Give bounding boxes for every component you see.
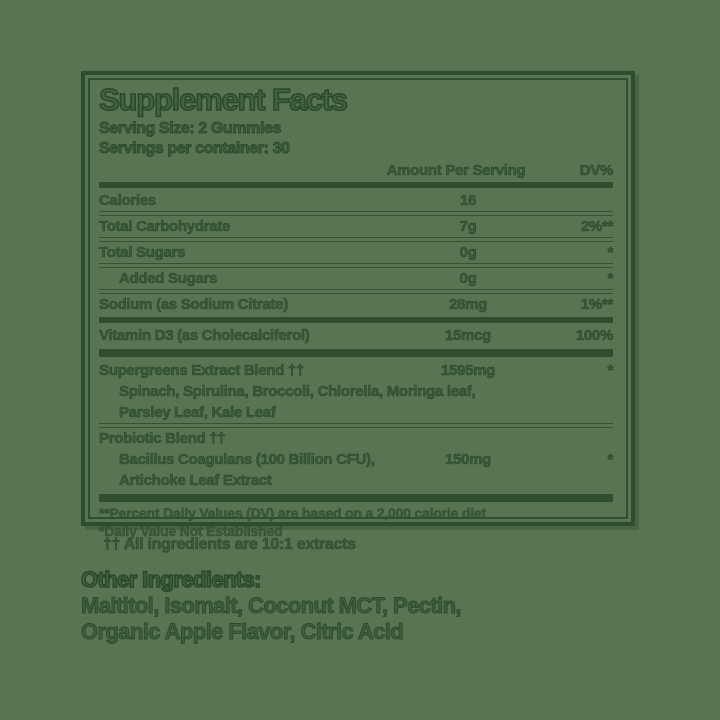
- panel-title: Supplement Facts: [99, 82, 347, 117]
- blend-ingredients-text: Parsley Leaf, Kale Leaf: [119, 404, 276, 421]
- daily-value-not-established-footnote: *Daily Value Not Established: [99, 523, 283, 539]
- daily-value-footnote: **Percent Daily Values (DV) are based on a 2,000 calorie diet: [99, 505, 486, 521]
- nutrient-dv: 2%**: [580, 218, 613, 235]
- supplement-facts-panel: [81, 71, 635, 539]
- nutrient-dv: *: [607, 362, 613, 379]
- nutrient-row-total-carbohydrate: [99, 216, 613, 237]
- supplement-facts-panel-inner: [88, 78, 628, 539]
- nutrient-amount: 28mg: [449, 296, 487, 313]
- nutrient-dv: [538, 191, 613, 210]
- nutrient-row-sodium: [99, 294, 613, 315]
- footer-separator-bar: [99, 494, 613, 502]
- other-ingredients-heading: Other Ingredients:: [81, 567, 261, 592]
- header-separator-bar: [99, 182, 613, 188]
- nutrient-amount: 7g: [459, 218, 477, 235]
- blend-ingredients-line: [99, 470, 613, 491]
- nutrient-name: Total Sugars: [99, 244, 186, 261]
- blend-ingredients-line: [99, 449, 613, 470]
- nutrient-dv: 100%: [575, 327, 613, 344]
- nutrient-name: Vitamin D3 (as Cholecalciferol): [99, 327, 310, 344]
- nutrient-name: Calories: [99, 192, 156, 209]
- nutrient-dv: [538, 403, 613, 422]
- nutrient-amount: 16: [459, 192, 477, 209]
- other-ingredients-line: Maltitol, Isomalt, Coconut MCT, Pectin,: [81, 593, 461, 618]
- nutrient-row-total-sugars: [99, 242, 613, 263]
- nutrient-amount: 0g: [459, 270, 477, 287]
- nutrient-row-probiotic-blend: [99, 428, 613, 449]
- blend-ingredients-text: Artichoke Leaf Extract: [119, 472, 272, 489]
- nutrient-amount: 150mg: [444, 451, 492, 468]
- blend-ingredients-text: Bacillus Coagulans (100 Billion CFU),: [119, 451, 375, 468]
- nutrient-dv: 1%**: [580, 296, 613, 313]
- section-separator-bar: [99, 349, 613, 357]
- nutrient-row-calories: [99, 190, 613, 211]
- blend-ingredients-line: [99, 381, 613, 402]
- serving-size-text: Serving Size: 2 Gummies: [99, 120, 281, 137]
- nutrient-amount: [398, 471, 538, 490]
- nutrient-name: Supergreens Extract Blend ††: [99, 362, 305, 379]
- nutrient-dv: *: [607, 270, 613, 287]
- extracts-note: †† All ingredients are 10:1 extracts: [103, 536, 356, 553]
- nutrient-amount: [398, 403, 538, 422]
- other-ingredients-section: [81, 566, 461, 645]
- nutrient-dv: [538, 471, 613, 490]
- nutrient-dv: *: [607, 451, 613, 468]
- nutrient-amount: 1595mg: [440, 362, 496, 379]
- nutrient-name: Total Carbohydrate: [99, 218, 231, 235]
- blend-ingredients-text: Spinach, Spirulina, Broccoli, Chlorella, Moringa leaf,: [119, 383, 476, 400]
- nutrient-name: Sodium (as Sodium Citrate): [99, 296, 288, 313]
- nutrient-row-supergreens-blend: [99, 360, 613, 381]
- section-separator-bar: [99, 317, 613, 323]
- nutrient-amount: 15mcg: [444, 327, 492, 344]
- nutrient-amount: [398, 429, 538, 448]
- column-header-row: [99, 162, 613, 180]
- nutrient-dv: [538, 429, 613, 448]
- nutrient-row-added-sugars: [99, 268, 613, 289]
- nutrient-dv: *: [607, 244, 613, 261]
- nutrient-amount: 0g: [459, 244, 477, 261]
- nutrient-name: Added Sugars: [119, 270, 218, 287]
- nutrient-amount: [475, 382, 565, 401]
- blend-ingredients-line: [99, 402, 613, 423]
- nutrient-name: Probiotic Blend ††: [99, 430, 226, 447]
- other-ingredients-line: Organic Apple Flavor, Citric Acid: [81, 619, 404, 644]
- nutrient-row-vitamin-d3: [99, 325, 613, 346]
- nutrient-dv: [565, 382, 613, 401]
- servings-per-container-text: Servings per container: 30: [99, 140, 290, 157]
- amount-column-header: Amount Per Serving: [386, 162, 526, 179]
- dv-column-header: DV%: [579, 162, 613, 179]
